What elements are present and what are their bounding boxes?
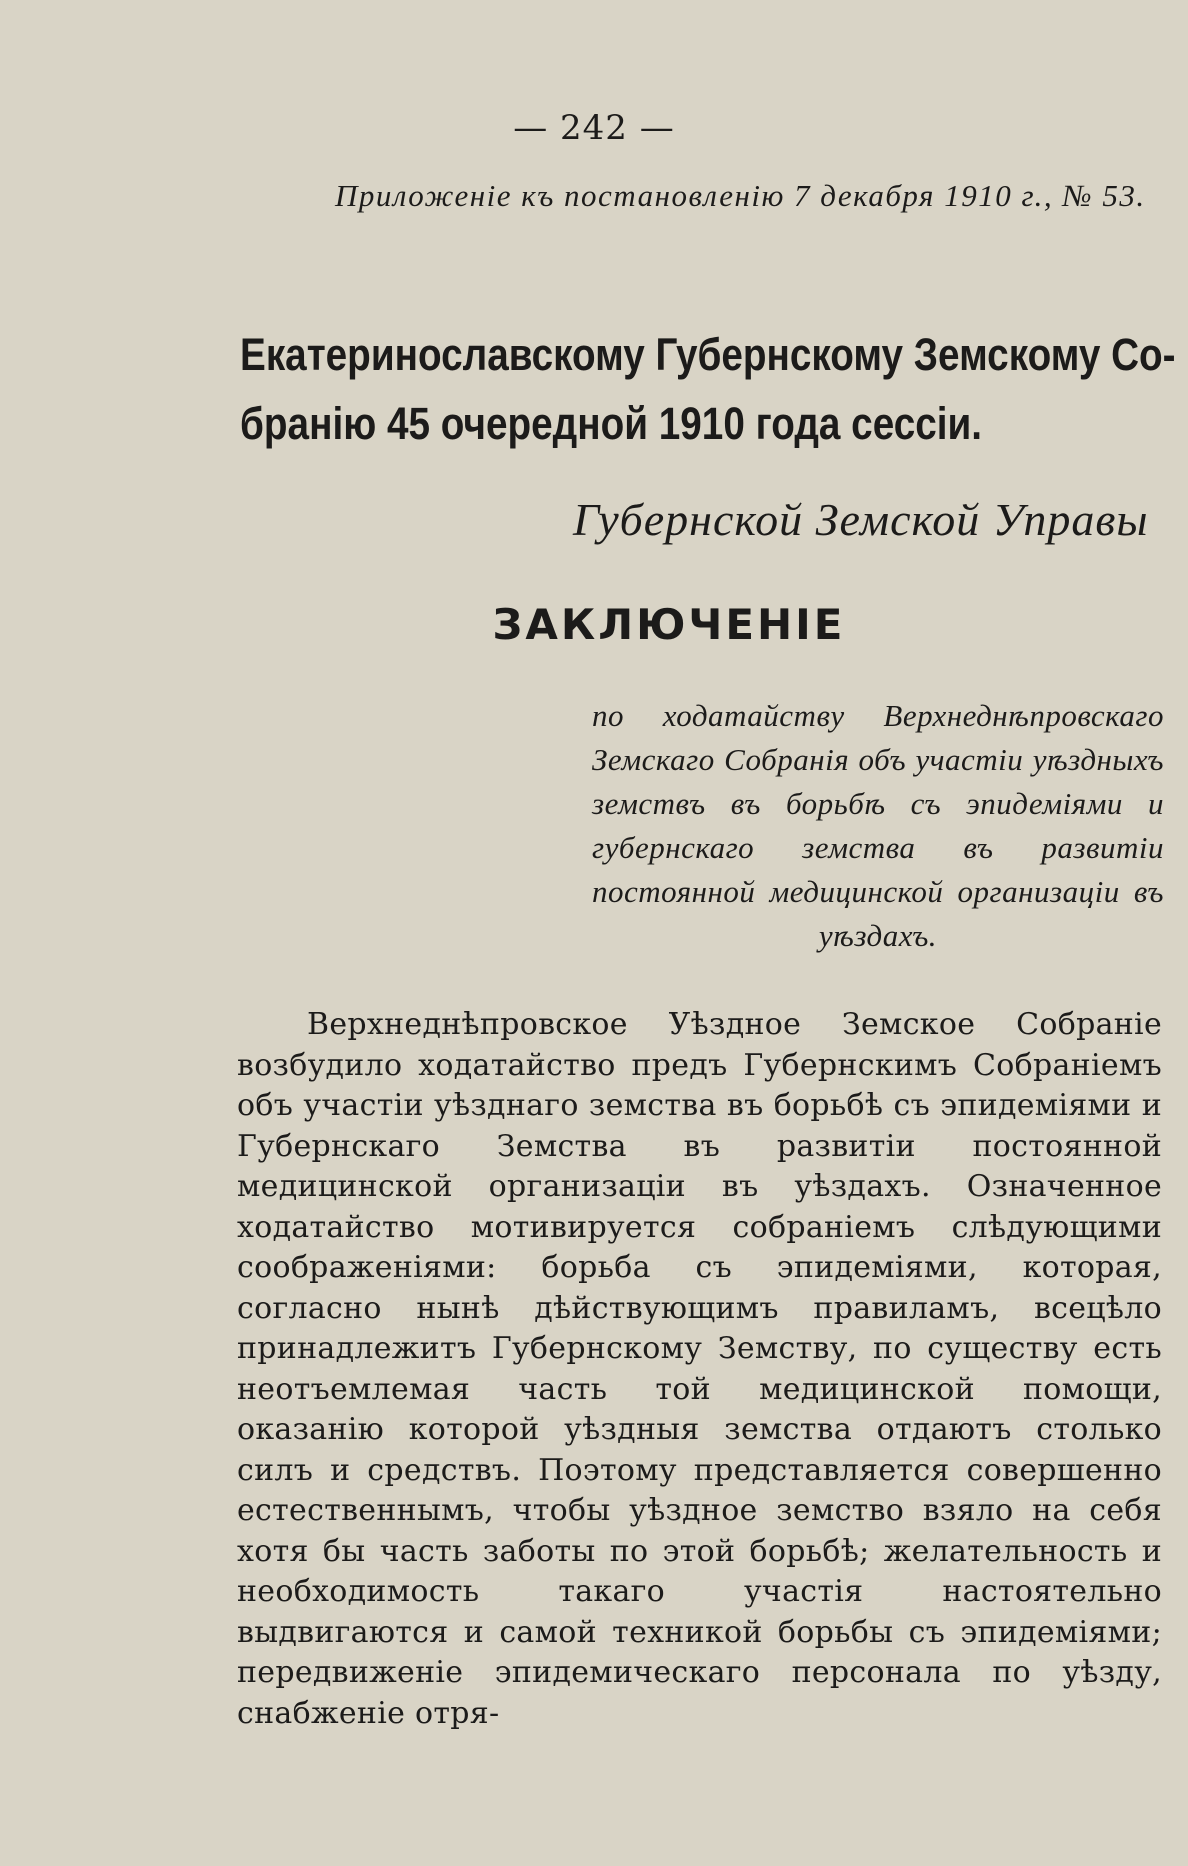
body-paragraph: Верхнеднѣпровское Уѣздное Земское Собраніе возбудило ходатайство предъ Губернскимъ Собраніемъ объ участіи уѣзднаго земства въ борьбѣ съ эпидеміями и Губернскаго Земства въ развитіи постоянной медицинской организаціи въ уѣздахъ. Означенное ходатайство мотивируется собраніемъ слѣдующими соображеніями: борьба съ эпидеміями, которая, согласно нынѣ дѣйствующимъ правиламъ, всецѣло принадлежитъ Губернскому Земству, по существу есть неотъемлемая часть той медицинской помощи, оказанію которой уѣздныя земства отдаютъ столько силъ и средствъ. Поэтому представляется совершенно естественнымъ, чтобы уѣздное земство взяло на себя хотя бы часть заботы по этой борьбѣ; желательность и необходимость такаго участія настоятельно выдвигаются и самой техникой борьбы съ эпидеміями; передвиженіе эпидемическаго персонала по уѣзду, снабженіе отря- <box>237 1007 1162 1731</box>
page-number: — 242 — <box>513 108 675 148</box>
conclusion-heading: ЗАКЛЮЧЕНІЕ <box>492 600 846 649</box>
board-name: Губернской Земской Управы <box>573 494 1149 545</box>
appendix-note: Приложеніе къ постановленію 7 декабря 1910 г., № 53. <box>335 178 1146 213</box>
document-title <box>240 320 1186 458</box>
title-line-2: бранію 45 очередной 1910 года сессіи. <box>240 398 983 449</box>
title-line-1: Екатеринославскому Губернскому Земскому Со- <box>240 329 1176 380</box>
subject-paragraph: по ходатайству Верхнеднѣпровскаго Земскаго Собранія объ участіи уѣздныхъ земствъ въ борьбѣ съ эпидеміями и губернскаго земства въ развитіи постоянной медицинской организаціи въ уѣздахъ. <box>592 698 1164 953</box>
